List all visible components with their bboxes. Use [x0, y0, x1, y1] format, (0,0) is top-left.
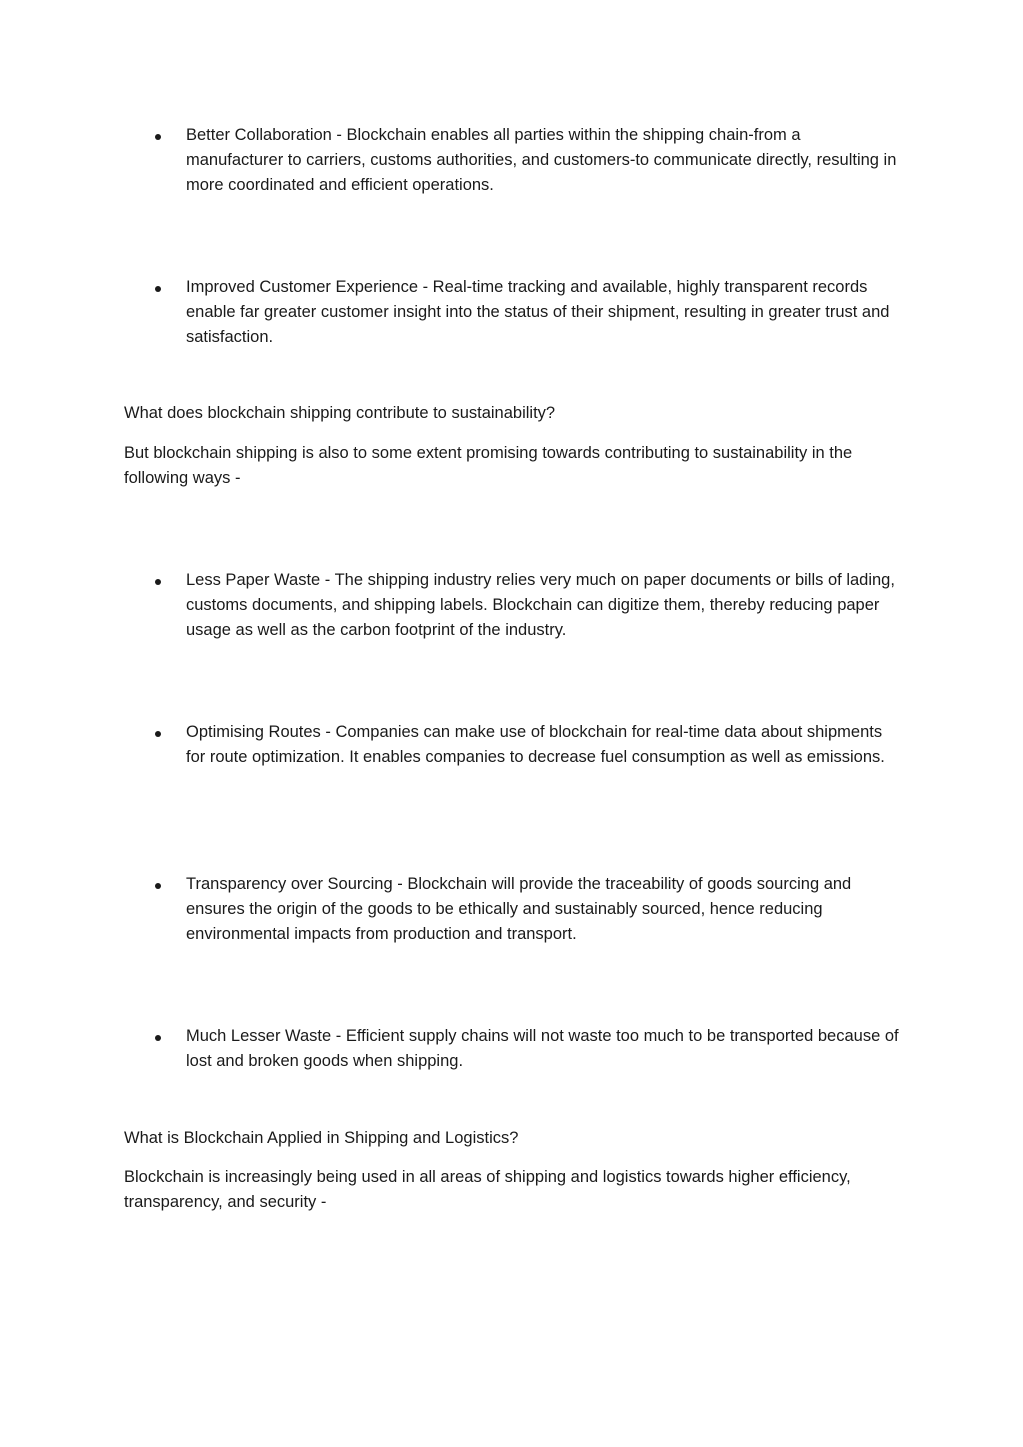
list-item-text: Better Collaboration - Blockchain enables all parties within the shipping chain-from a manufacturer to carriers, customs authorities, and customers-to communicate directly, resulting in more coordinated and efficient operations.: [186, 126, 897, 194]
bullet-icon: [155, 1035, 161, 1041]
list-item: [0, 1024, 1023, 1074]
list-item-text: Transparency over Sourcing - Blockchain will provide the traceability of goods sourcing and ensures the origin of the goods to be ethically and sustainably sourced, hence reducing environmental impacts from production and transport.: [186, 875, 852, 943]
section-heading: [0, 1126, 1023, 1151]
list-item: [0, 872, 1023, 947]
list-item-text: Optimising Routes - Companies can make use of blockchain for real-time data about shipments for route optimization. It enables companies to decrease fuel consumption as well as emissions.: [186, 723, 885, 766]
paragraph: [0, 1165, 1023, 1215]
list-item-text: Improved Customer Experience - Real-time tracking and available, highly transparent records enable far greater customer insight into the status of their shipment, resulting in greater trust and satisfaction.: [186, 278, 890, 346]
section-heading: [0, 401, 1023, 426]
list-item: [0, 123, 1023, 198]
bullet-icon: [155, 731, 161, 737]
paragraph: [0, 441, 1023, 491]
bullet-icon: [155, 883, 161, 889]
section-heading-text: What is Blockchain Applied in Shipping and Logistics?: [124, 1129, 519, 1147]
list-item: [0, 568, 1023, 643]
list-item: [0, 275, 1023, 350]
bullet-icon: [155, 134, 161, 140]
section-heading-text: What does blockchain shipping contribute to sustainability?: [124, 404, 556, 422]
paragraph-text: Blockchain is increasingly being used in all areas of shipping and logistics towards higher efficiency, transparency, and security -: [124, 1168, 851, 1211]
paragraph-text: But blockchain shipping is also to some extent promising towards contributing to sustainability in the following ways -: [124, 444, 853, 487]
list-item: [0, 720, 1023, 770]
bullet-icon: [155, 579, 161, 585]
list-item-text: Less Paper Waste - The shipping industry relies very much on paper documents or bills of lading, customs documents, and shipping labels. Blockchain can digitize them, thereby reducing paper usage as well as the carbon footprint of the industry.: [186, 571, 895, 639]
list-item-text: Much Lesser Waste - Efficient supply chains will not waste too much to be transported because of lost and broken goods when shipping.: [186, 1027, 899, 1070]
bullet-icon: [155, 286, 161, 292]
